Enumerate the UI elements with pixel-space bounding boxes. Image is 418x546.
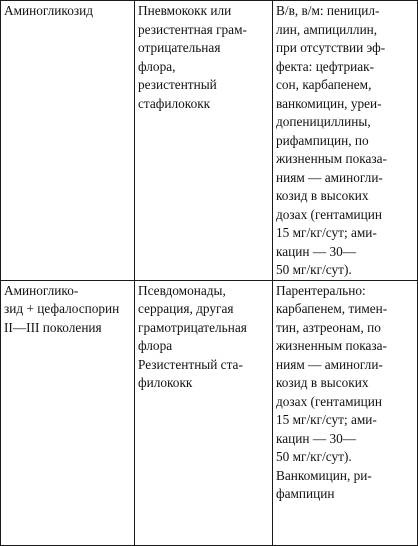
text-line: карбапенем, тимен- xyxy=(276,301,388,316)
table-row xyxy=(1,1,418,281)
text-line: кацин — 30— xyxy=(276,243,357,259)
drug-cell xyxy=(1,280,135,545)
table-row xyxy=(1,280,418,545)
text-line: козид в высоких xyxy=(276,188,369,203)
text-line: флора xyxy=(138,338,173,353)
text-line: 50 мг/кг/сут). xyxy=(276,449,352,464)
text-line: дозах (гентамицин xyxy=(276,206,383,222)
text-line: допенициллины, xyxy=(276,114,371,129)
text-line: дозах (гентамицин xyxy=(276,393,383,409)
text-line: 50 мг/кг/сут). xyxy=(276,262,352,277)
text-line: 15 мг/кг/сут; ами- xyxy=(276,225,377,240)
text-line: козид в высоких xyxy=(276,375,369,390)
treatment-cell xyxy=(273,280,418,545)
text-line: при отсутствии эф- xyxy=(276,40,386,55)
text-line: филококк xyxy=(138,375,193,390)
treatment-cell xyxy=(273,1,418,281)
text-line: Аминогликозид xyxy=(4,3,93,18)
text-line: В/в, в/м: пеницил- xyxy=(276,3,380,18)
text-line: отрицательная xyxy=(138,40,221,55)
drug-cell xyxy=(1,1,135,281)
text-line: фекта: цефтриак- xyxy=(276,58,375,74)
flora-cell xyxy=(135,280,273,545)
text-line: фампицин xyxy=(276,486,335,501)
text-line: лин, ампициллин, xyxy=(276,21,378,37)
text-line: резистентный xyxy=(138,77,217,92)
text-line: Псевдомонады, xyxy=(138,282,226,298)
text-line: сон, карбапенем, xyxy=(276,77,372,92)
text-line: флора, xyxy=(138,58,176,74)
flora-cell xyxy=(135,1,273,281)
text-line: жизненным показа- xyxy=(276,151,387,166)
text-line: стафилококк xyxy=(138,95,211,111)
text-line: Аминоглико- xyxy=(4,282,79,298)
text-line: резистентная грам- xyxy=(138,21,247,37)
text-line: серрация, другая xyxy=(138,301,234,316)
text-line: рифампицин, по xyxy=(276,132,369,148)
text-line: ванкомицин, уреи- xyxy=(276,95,382,111)
text-line: Резистентный ста- xyxy=(138,356,243,372)
text-line: ниям — аминогли- xyxy=(276,169,383,185)
text-line: грамотрицательная xyxy=(138,319,247,335)
text-line: зид + цефалоспорин xyxy=(4,301,120,316)
text-line: тин, азтреонам, по xyxy=(276,319,381,335)
text-line: Парентерально: xyxy=(276,282,366,298)
text-line: Ванкомицин, ри- xyxy=(276,467,372,483)
text-line: кацин — 30— xyxy=(276,430,357,446)
text-line: Пневмококк или xyxy=(138,3,232,18)
text-line: ниям — аминогли- xyxy=(276,356,383,372)
text-line: жизненным показа- xyxy=(276,338,387,353)
text-line: 15 мг/кг/сут; ами- xyxy=(276,412,377,427)
text-line: II—III поколения xyxy=(4,319,102,335)
